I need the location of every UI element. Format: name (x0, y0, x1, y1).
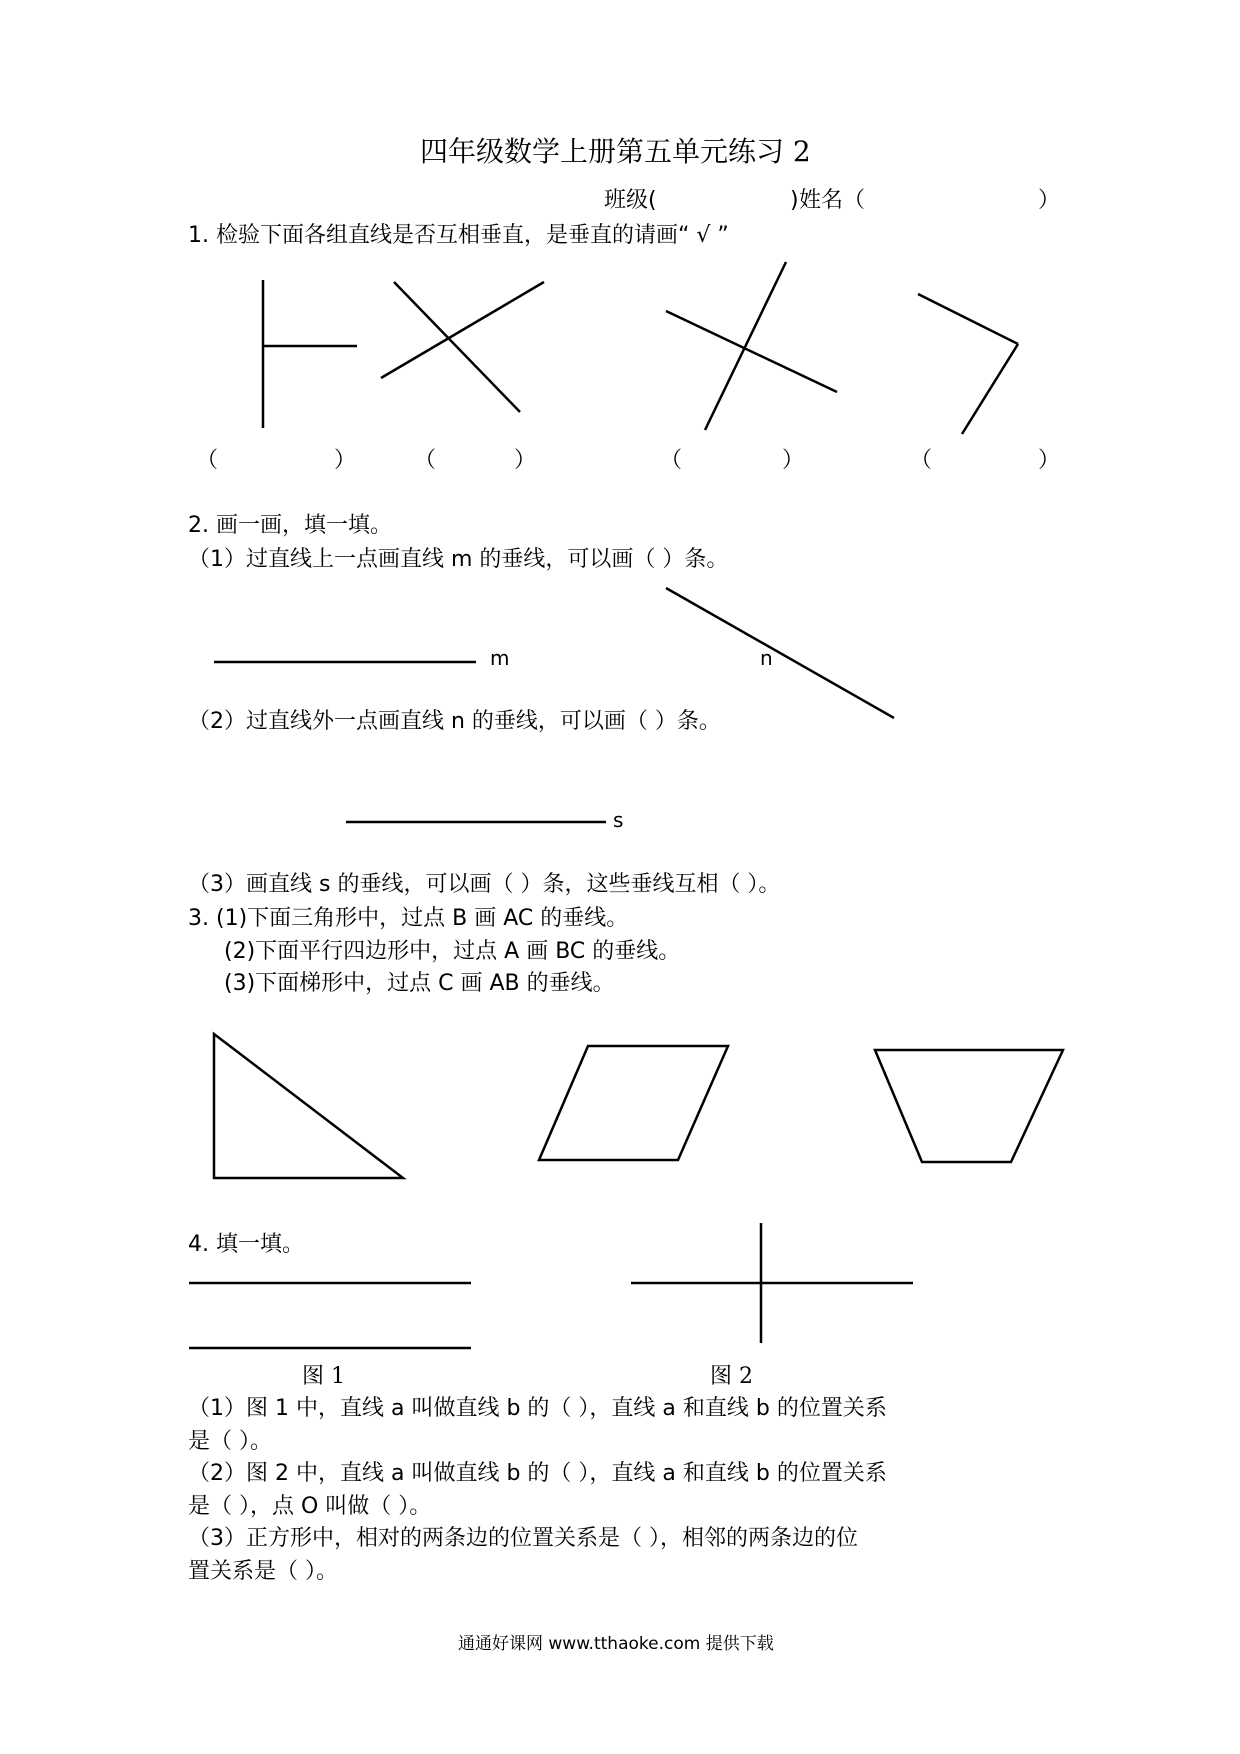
name-label: 姓名（ (799, 188, 866, 213)
q1-answer-2-close: ） (514, 448, 537, 473)
fig1-caption: 图 1 (302, 1364, 345, 1389)
q2-heading: 2. 画一画，填一填。 (188, 513, 392, 538)
q3-line3: (3)下面梯形中，过点 C 画 AB 的垂线。 (224, 971, 615, 996)
name-close: ） (1038, 188, 1061, 213)
q4-p2a: （2）图 2 中，直线 a 叫做直线 b 的（ ），直线 a 和直线 b 的位置关系 (188, 1461, 887, 1486)
line-n-label: n (760, 646, 773, 670)
q3-line1: 3. (1)下面三角形中，过点 B 画 AC 的垂线。 (188, 906, 629, 931)
q4-p1a: （1）图 1 中，直线 a 叫做直线 b 的（ ），直线 a 和直线 b 的位置关系 (188, 1396, 887, 1421)
q1-fig4-line-b (962, 344, 1018, 434)
q2-part3: （3）画直线 s 的垂线，可以画（ ）条，这些垂线互相（ ）。 (188, 872, 781, 897)
footer-credit: 通通好课网 www.tthaoke.com 提供下载 (458, 1634, 774, 1654)
q1-fig2-line-b (381, 282, 544, 378)
q1-fig2-line-a (394, 282, 520, 412)
line-n (666, 588, 894, 718)
q2-part1: （1）过直线上一点画直线 m 的垂线，可以画（ ）条。 (188, 547, 729, 572)
page-title: 四年级数学上册第五单元练习 2 (420, 135, 811, 168)
fig2-caption: 图 2 (710, 1364, 753, 1389)
q4-p2b: 是（ ），点 O 叫做（ ）。 (188, 1494, 432, 1519)
q4-heading: 4. 填一填。 (188, 1232, 304, 1257)
q4-p1b: 是（ ）。 (188, 1429, 272, 1454)
parallelogram (539, 1046, 728, 1160)
q4-p3a: （3）正方形中，相对的两条边的位置关系是（ ），相邻的两条边的位 (188, 1526, 858, 1551)
right-triangle (214, 1034, 403, 1178)
q1-fig4-line-a (918, 294, 1018, 344)
q1-answer-2-open: （ (414, 448, 437, 473)
q1-answer-1-close: ） (334, 448, 357, 473)
q1-answer-3-open: （ (660, 448, 683, 473)
line-m-label: m (490, 646, 510, 670)
q1-answer-3-close: ） (782, 448, 805, 473)
class-close: ) (790, 188, 799, 213)
q1-fig3-line-a (705, 262, 786, 430)
q1-answer-4-close: ） (1038, 448, 1061, 473)
class-label: 班级( (604, 188, 657, 213)
line-s-label: s (613, 808, 624, 832)
q3-line2: (2)下面平行四边形中，过点 A 画 BC 的垂线。 (224, 939, 681, 964)
trapezoid (875, 1050, 1063, 1162)
q1-answer-1-open: （ (196, 448, 219, 473)
q1-answer-4-open: （ (910, 448, 933, 473)
q1-fig3-line-b (666, 311, 837, 392)
q1-text: 1. 检验下面各组直线是否互相垂直，是垂直的请画“ √ ” (188, 223, 729, 248)
q2-part2: （2）过直线外一点画直线 n 的垂线，可以画（ ）条。 (188, 709, 721, 734)
q4-p3b: 置关系是（ ）。 (188, 1559, 338, 1584)
